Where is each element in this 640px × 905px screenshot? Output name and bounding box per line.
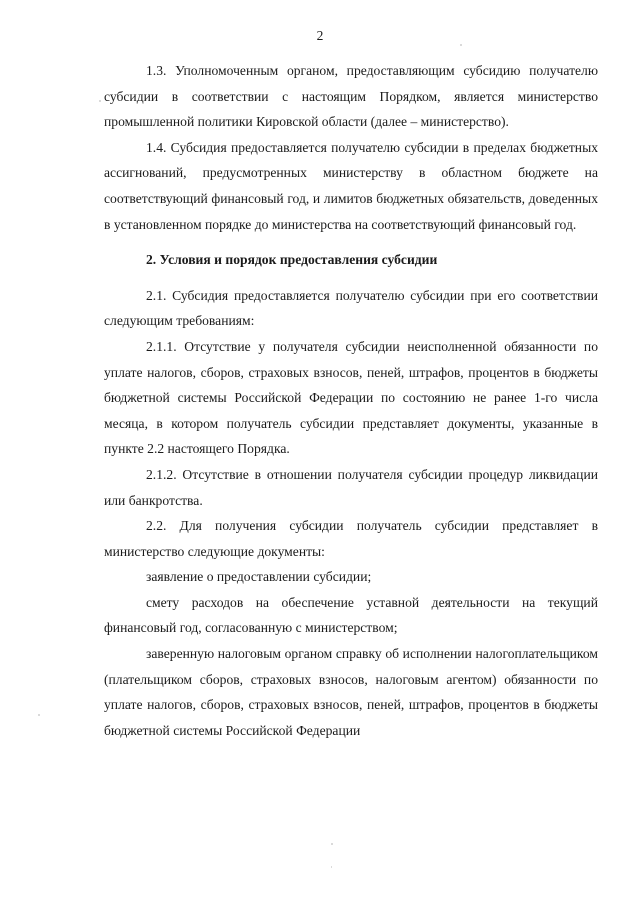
scan-speck	[331, 866, 332, 868]
scan-speck	[99, 100, 101, 102]
spacer	[104, 273, 598, 283]
scan-speck	[38, 714, 40, 716]
spacer	[104, 237, 598, 247]
paragraph-2-1-2: 2.1.2. Отсутствие в отношении получателя субсидии процедур ликвидации или банкротства.	[104, 466, 598, 508]
scan-speck	[331, 843, 333, 845]
document-body	[104, 58, 598, 743]
paragraph-1-3: 1.3. Уполномоченным органом, предоставляющим субсидию получателю субсидии в соответствии с настоящим Порядком, является министерство промышленной политики Кировской области (далее – министерство).	[104, 63, 598, 130]
page-number: 2	[316, 28, 324, 43]
paragraph-2-1: 2.1. Субсидия предоставляется получателю субсидии при его соответствии следующим требованиям:	[104, 287, 598, 329]
scan-speck	[460, 44, 462, 46]
document-item-tax-certificate: заверенную налоговым органом справку об исполнении налогоплательщиком (плательщиком сборов, страховых взносов, налоговым агентом) обязанности по уплате налогов, сборов, страховых взносов, пеней, штрафов, процентов в бюджеты бюджетной системы Российской Федерации	[104, 646, 598, 738]
paragraph-1-4: 1.4. Субсидия предоставляется получателю субсидии в пределах бюджетных ассигнований, предусмотренных министерству в областном бюджете на соответствующий финансовый год, и лимитов бюджетных обязательств, доведенных в установленном порядке до министерства на соответствующий финансовый год.	[104, 139, 598, 232]
paragraph-2-1-1: 2.1.1. Отсутствие у получателя субсидии неисполненной обязанности по уплате налогов, сборов, страховых взносов, пеней, штрафов, процентов в бюджеты бюджетной системы Российской Федерации по состоянию не ранее 1-го числа месяца, в котором получатель субсидии представляет документы, указанные в пункте 2.2 настоящего Порядка.	[104, 338, 598, 457]
document-item-application: заявление о предоставлении субсидии;	[146, 569, 372, 585]
paragraph-2-2: 2.2. Для получения субсидии получатель субсидии представляет в министерство следующие документы:	[104, 518, 598, 559]
document-item-estimate: смету расходов на обеспечение уставной деятельности на текущий финансовый год, согласованную с министерством;	[104, 594, 598, 636]
section-heading: 2. Условия и порядок предоставления субсидии	[146, 252, 438, 268]
